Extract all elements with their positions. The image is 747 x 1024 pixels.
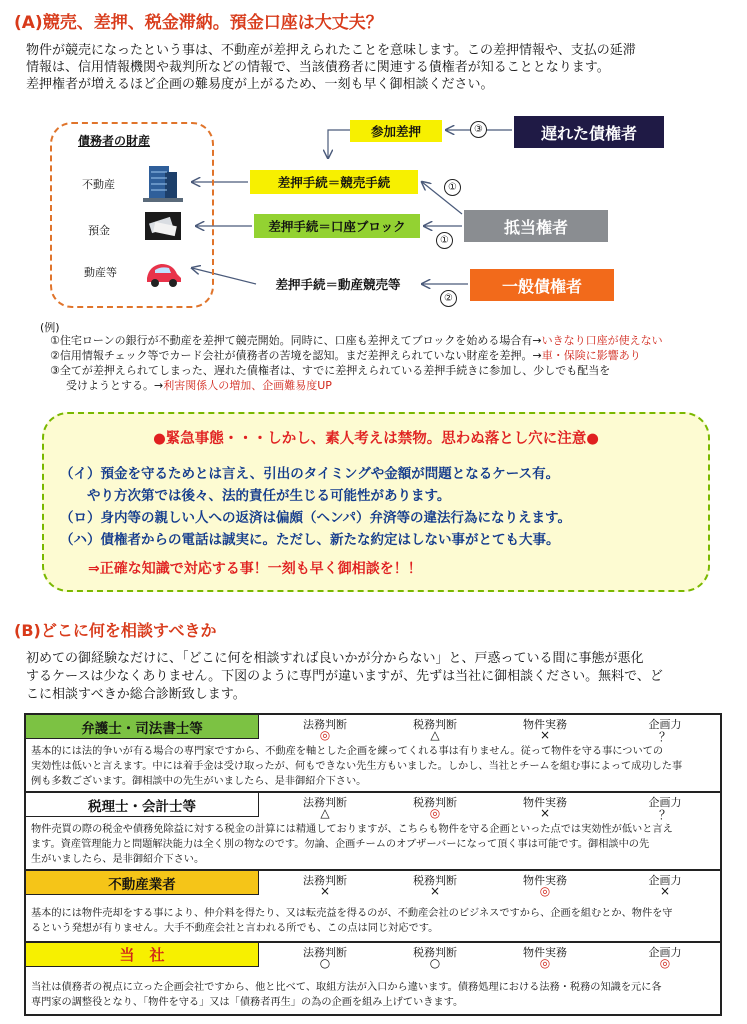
marker-1-bottom: ① xyxy=(436,232,453,249)
col-header-tax: 税務判断 xyxy=(413,796,457,809)
col-header-legal: 法務判断 xyxy=(303,874,347,887)
secured-creditor-box: 抵当権者 xyxy=(464,210,608,242)
col-header-property: 物件実務 xyxy=(523,874,567,887)
emergency-title: ●緊急事態・・・しかし、素人考えは禁物。思わぬ落とし穴に注意● xyxy=(153,431,599,447)
marker-3: ③ xyxy=(470,121,487,138)
section-b-title: (B)どこに何を相談すべきか xyxy=(14,621,217,640)
row-accountant-property: × xyxy=(539,806,551,820)
car-icon xyxy=(143,258,183,288)
section-a-title: (A)競売、差押、税金滞納。預金口座は大丈夫？ xyxy=(14,13,383,33)
emergency-box xyxy=(42,412,710,592)
row-accountant-planning: ？ xyxy=(658,808,671,822)
marker-1-top: ① xyxy=(444,179,461,196)
row-lawyer-property: × xyxy=(539,728,551,742)
emergency-line-ha: （ハ）債権者からの電話は誠実に。ただし、新たな約定はしない事がとても大事。 xyxy=(60,532,560,548)
section-a-paragraph: 物件が競売になったという事は、不動産が差押えられたことを意味します。この差押情報や、支払の延滞 情報は、信用情報機関や裁判所などの情報で、当該債務者に関連する債権者が知ることとなります。 差押権者が増えるほど企画の難易度が上がるため、一刻も早く御相談ください。 xyxy=(26,43,636,92)
comparison-table xyxy=(24,713,722,1016)
col-header-tax: 税務判断 xyxy=(413,874,457,887)
building-icon xyxy=(143,162,183,204)
col-header-legal: 法務判断 xyxy=(303,718,347,731)
example-1: ①住宅ローンの銀行が不動産を差押て競売開始。同時に、口座も差押えてブロックを始める場合有→いきなり口座が使えない xyxy=(50,334,663,347)
row-lawyer-name: 弁護士・司法書士等 xyxy=(26,715,259,739)
row-lawyer-desc: 基本的には法的争いが有る場合の専門家ですから、不動産を軸とした企画を練ってくれる事は有りません。従って物件を守る事についての 実効性は低いと言えます。中には着手金は受け取ったが、何もできない先生方もいました。しかし、当社とチームを組む事によって成功した事 例も多数ございます。御相談中の先生がいましたら、是非御紹介下さい。 xyxy=(31,746,683,787)
money-icon xyxy=(145,212,181,240)
emergency-line-i-cont: やり方次第では後々、法的責任が生じる可能性があります。 xyxy=(60,488,451,504)
row-realestate-legal: × xyxy=(319,884,331,898)
example-3-cont: 受けようとする。→利害関係人の増加、企画難易度UP xyxy=(66,379,332,392)
debtor-assets-title: 債務者の財産 xyxy=(78,134,151,148)
seizure-diagram xyxy=(0,110,747,310)
row-ourcompany-name: 当 社 xyxy=(26,943,259,967)
emergency-line-ro: （ロ）身内等の親しい人への返済は偏頗（ヘンパ）弁済等の違法行為になりえます。 xyxy=(60,510,571,526)
row-realestate-desc: 基本的には物件売却をする事により、仲介料を得たり、又は転売益を得るのが、不動産会社のビジネスですから、企画を組むとか、物件を守 るという発想が有りません。大手不動産会社と言われる所でも、この点は同じ対応です。 xyxy=(31,908,673,934)
emergency-line-i: （イ）預金を守るためとは言え、引出のタイミングや金額が問題となるケース有。 xyxy=(60,466,560,482)
debtor-assets-box xyxy=(50,122,214,308)
movable-auction-box: 差押手続＝動産競売等 xyxy=(258,272,418,296)
marker-2: ② xyxy=(440,290,457,307)
row-accountant-legal: △ xyxy=(320,806,330,820)
row-accountant-name: 税理士・会計士等 xyxy=(26,793,259,817)
col-header-planning: 企画力 xyxy=(648,796,682,809)
example-2: ②信用情報チェック等でカード会社が債務者の苦境を認知。まだ差押えられていない財産を差押。→車・保険に影響あり xyxy=(50,349,641,362)
emergency-conclusion: ⇒正確な知識で対応する事！一刻も早く御相談を！！ xyxy=(88,561,422,577)
col-header-planning: 企画力 xyxy=(648,718,682,731)
col-header-legal: 法務判断 xyxy=(303,946,347,959)
row-ourcompany-desc: 当社は債務者の視点に立った企画会社ですから、他と比べて、取組方法が入口から違います。債務処理における法務・税務の知識を元に各 専門家の調整役となり、「物件を守る」又は「債務者再生」の為の企画を組み上げていきます。 xyxy=(31,982,662,1008)
row-realestate-tax: × xyxy=(429,884,441,898)
col-header-legal: 法務判断 xyxy=(303,796,347,809)
example-3: ③全てが差押えられてしまった、遅れた債権者は、すでに差押えられている差押手続きに参加し、少しでも配当を xyxy=(50,364,611,377)
col-header-planning: 企画力 xyxy=(648,874,682,887)
asset-real-estate-label: 不動産 xyxy=(82,178,115,191)
col-header-property: 物件実務 xyxy=(523,796,567,809)
col-header-tax: 税務判断 xyxy=(413,946,457,959)
row-lawyer-tax: △ xyxy=(430,728,440,742)
account-block-box: 差押手続＝口座ブロック xyxy=(254,214,420,238)
row-realestate-property: ◎ xyxy=(539,884,551,898)
asset-movable-label: 動産等 xyxy=(84,266,117,279)
section-b-paragraph: 初めての御経験なだけに、「どこに何を相談すれば良いかが分からない」と、戸惑っている間に事態が悪化 するケースは少なくありません。下図のように専門が違いますが、先ずは当社に御相談ください。無料で、ど こに相談すべきか総合診断致します。 xyxy=(26,651,663,702)
col-header-planning: 企画力 xyxy=(648,946,682,959)
row-ourcompany-planning: ◎ xyxy=(659,956,671,970)
examples-header: (例) xyxy=(40,321,60,334)
col-header-tax: 税務判断 xyxy=(413,718,457,731)
general-creditor-box: 一般債権者 xyxy=(470,269,614,301)
row-lawyer-planning: ？ xyxy=(658,730,671,744)
auction-procedure-box: 差押手続＝競売手続 xyxy=(250,170,418,194)
col-header-property: 物件実務 xyxy=(523,718,567,731)
row-accountant-tax: ◎ xyxy=(429,806,441,820)
row-lawyer-legal: ◎ xyxy=(319,728,331,742)
row-realestate-name: 不動産業者 xyxy=(26,871,259,895)
row-ourcompany-legal: ○ xyxy=(319,956,331,970)
row-realestate-planning: × xyxy=(659,884,671,898)
participation-seizure-box: 参加差押 xyxy=(350,120,442,142)
asset-deposit-label: 預金 xyxy=(88,224,110,237)
col-header-property: 物件実務 xyxy=(523,946,567,959)
row-accountant-desc: 物件売買の際の税金や債務免除益に対する税金の計算には精通しておりますが、こちらも物件を守る企画といった点では実効性が低いと言え ます。資産管理能力と問題解決能力は全く別の物なのです。勿論、企画チームのオブザーバーになって頂く事は可能です。御相談中の先 生がいましたら、是非御紹介下さい。 xyxy=(31,824,673,865)
row-ourcompany-tax: ○ xyxy=(429,956,441,970)
row-ourcompany-property: ◎ xyxy=(539,956,551,970)
late-creditor-box: 遅れた債権者 xyxy=(514,116,664,148)
